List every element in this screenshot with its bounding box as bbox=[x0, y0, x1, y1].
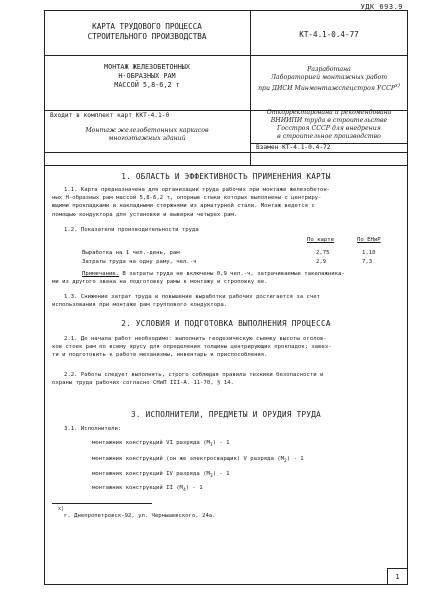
row-output-label: Выработка на 1 чел.-день, рам bbox=[82, 250, 180, 256]
worker-3: монтажник конструкций IV разряда $(М_3) - 1$ bbox=[92, 471, 230, 480]
udk-code: УДК 693.9 bbox=[360, 3, 403, 11]
card-subject: МОНТАЖ ЖЕЛЕЗОБЕТОННЫХ Н-ОБРАЗНЫХ РАМ МАССОЙ 5,8-6,2 т bbox=[104, 63, 190, 89]
column-header-card: По карте bbox=[307, 237, 334, 243]
paragraph-1-1: 1.1. Карта предназначена для организации труда рабочих при монтаже железобетон- ных Н-образных рам массой 5,8-6,2 т, опорные стыки которых выполнены с центриру- ющими прокладками и накладными стержнями из арматурной стали. Монтаж ведется с помощью кондуктора для установки и выверки четырех рам. bbox=[52, 187, 331, 218]
paragraph-3-1: 3.1. Исполнители: bbox=[64, 426, 122, 432]
paragraph-2-2: 2.2. Работы следует выполнять, строго соблюдая правила техники безопасности и охраны труда рабочих согласно СНиП III-А. 11-70, § 14. bbox=[52, 372, 324, 387]
developer-info: Разработана Лабораторией монтажных работ при ДИСИ Минмонтажспецстроя УССР$^{x)}$ bbox=[258, 66, 400, 93]
worker-2: монтажник конструкций (он же электросварщик) V разряда $(М_2) - 1$ bbox=[92, 456, 304, 465]
card-title: КАРТА ТРУДОВОГО ПРОЦЕССА СТРОИТЕЛЬНОГО ПРОИЗВОДСТВА bbox=[87, 22, 207, 41]
header-divider-1 bbox=[44, 55, 408, 56]
paragraph-1-3: 1.3. Снижение затрат труда и повышение выработки рабочих достигается за счет использования при монтаже рам группового кондуктора. bbox=[52, 294, 320, 309]
kit-reference: Входит в комплект карт ККТ-4.1-0 bbox=[50, 112, 170, 119]
recommendation-info: Откорректирована и рекомендована ВНИИПИ труда в строительстве Госстроя СССР для внедрения в строительное производство bbox=[266, 109, 392, 140]
section-3-heading: 3. ИСПОЛНИТЕЛИ, ПРЕДМЕТЫ И ОРУДИЯ ТРУДА bbox=[130, 410, 321, 419]
footnote-mark: x) bbox=[58, 506, 65, 512]
page-number: 1 bbox=[387, 568, 407, 585]
row-labor-card: 2,9 bbox=[316, 259, 327, 265]
paragraph-2-1: 2.1. До начала работ необходимо: выполнить геодезическую съемку высоты оголов- ков стоек рам по всему ярусу для определения толщины центрирующих прокладок; завез- ти и подготовить к работе механизмы, инвентарь и приспособления. bbox=[52, 336, 332, 359]
footnote-text: г. Днепропетровск-92, ул. Чернышевского, 24а. bbox=[64, 513, 216, 519]
worker-4: монтажник конструкций II $(М_4) - 1$ bbox=[92, 485, 203, 494]
worker-1: монтажник конструкций VI разряда $(М_1) - 1$ bbox=[92, 440, 230, 449]
column-header-enir: По ЕНиР bbox=[357, 237, 381, 243]
card-code: КТ-4.1-0.4-77 bbox=[299, 30, 359, 39]
kit-subtitle: Монтаж железобетонных каркасов многоэтажных зданий bbox=[85, 127, 209, 142]
section-1-heading: 1. ОБЛАСТЬ И ЭФФЕКТИВНОСТЬ ПРИМЕНЕНИЯ КАРТЫ bbox=[121, 172, 331, 181]
footnote-rule bbox=[52, 503, 152, 504]
header-divider-3 bbox=[44, 152, 408, 153]
note: Примечание. В затраты труда не включены 0,9 чел.-ч, затрачиваемые такелажника- ми из другого звена на подготовку рамы к монтажу и строповку ее. bbox=[52, 271, 345, 286]
row-labor-enir: 7,3 bbox=[362, 259, 373, 265]
row-labor-label: Затраты труда на одну раму, чел.-ч bbox=[82, 259, 197, 265]
paragraph-1-2-title: 1.2. Показатели производительности труда bbox=[64, 227, 199, 233]
section-2-heading: 2. УСЛОВИЯ И ПОДГОТОВКА ВЫПОЛНЕНИЯ ПРОЦЕССА bbox=[121, 319, 331, 328]
row-output-card: 2,75 bbox=[316, 250, 330, 256]
replaces-code: Взамен КТ-4.1-0.4-72 bbox=[256, 144, 331, 151]
header-vertical-divider bbox=[250, 10, 251, 165]
header-divider-4 bbox=[44, 165, 408, 166]
row-output-enir: 1,10 bbox=[362, 250, 376, 256]
